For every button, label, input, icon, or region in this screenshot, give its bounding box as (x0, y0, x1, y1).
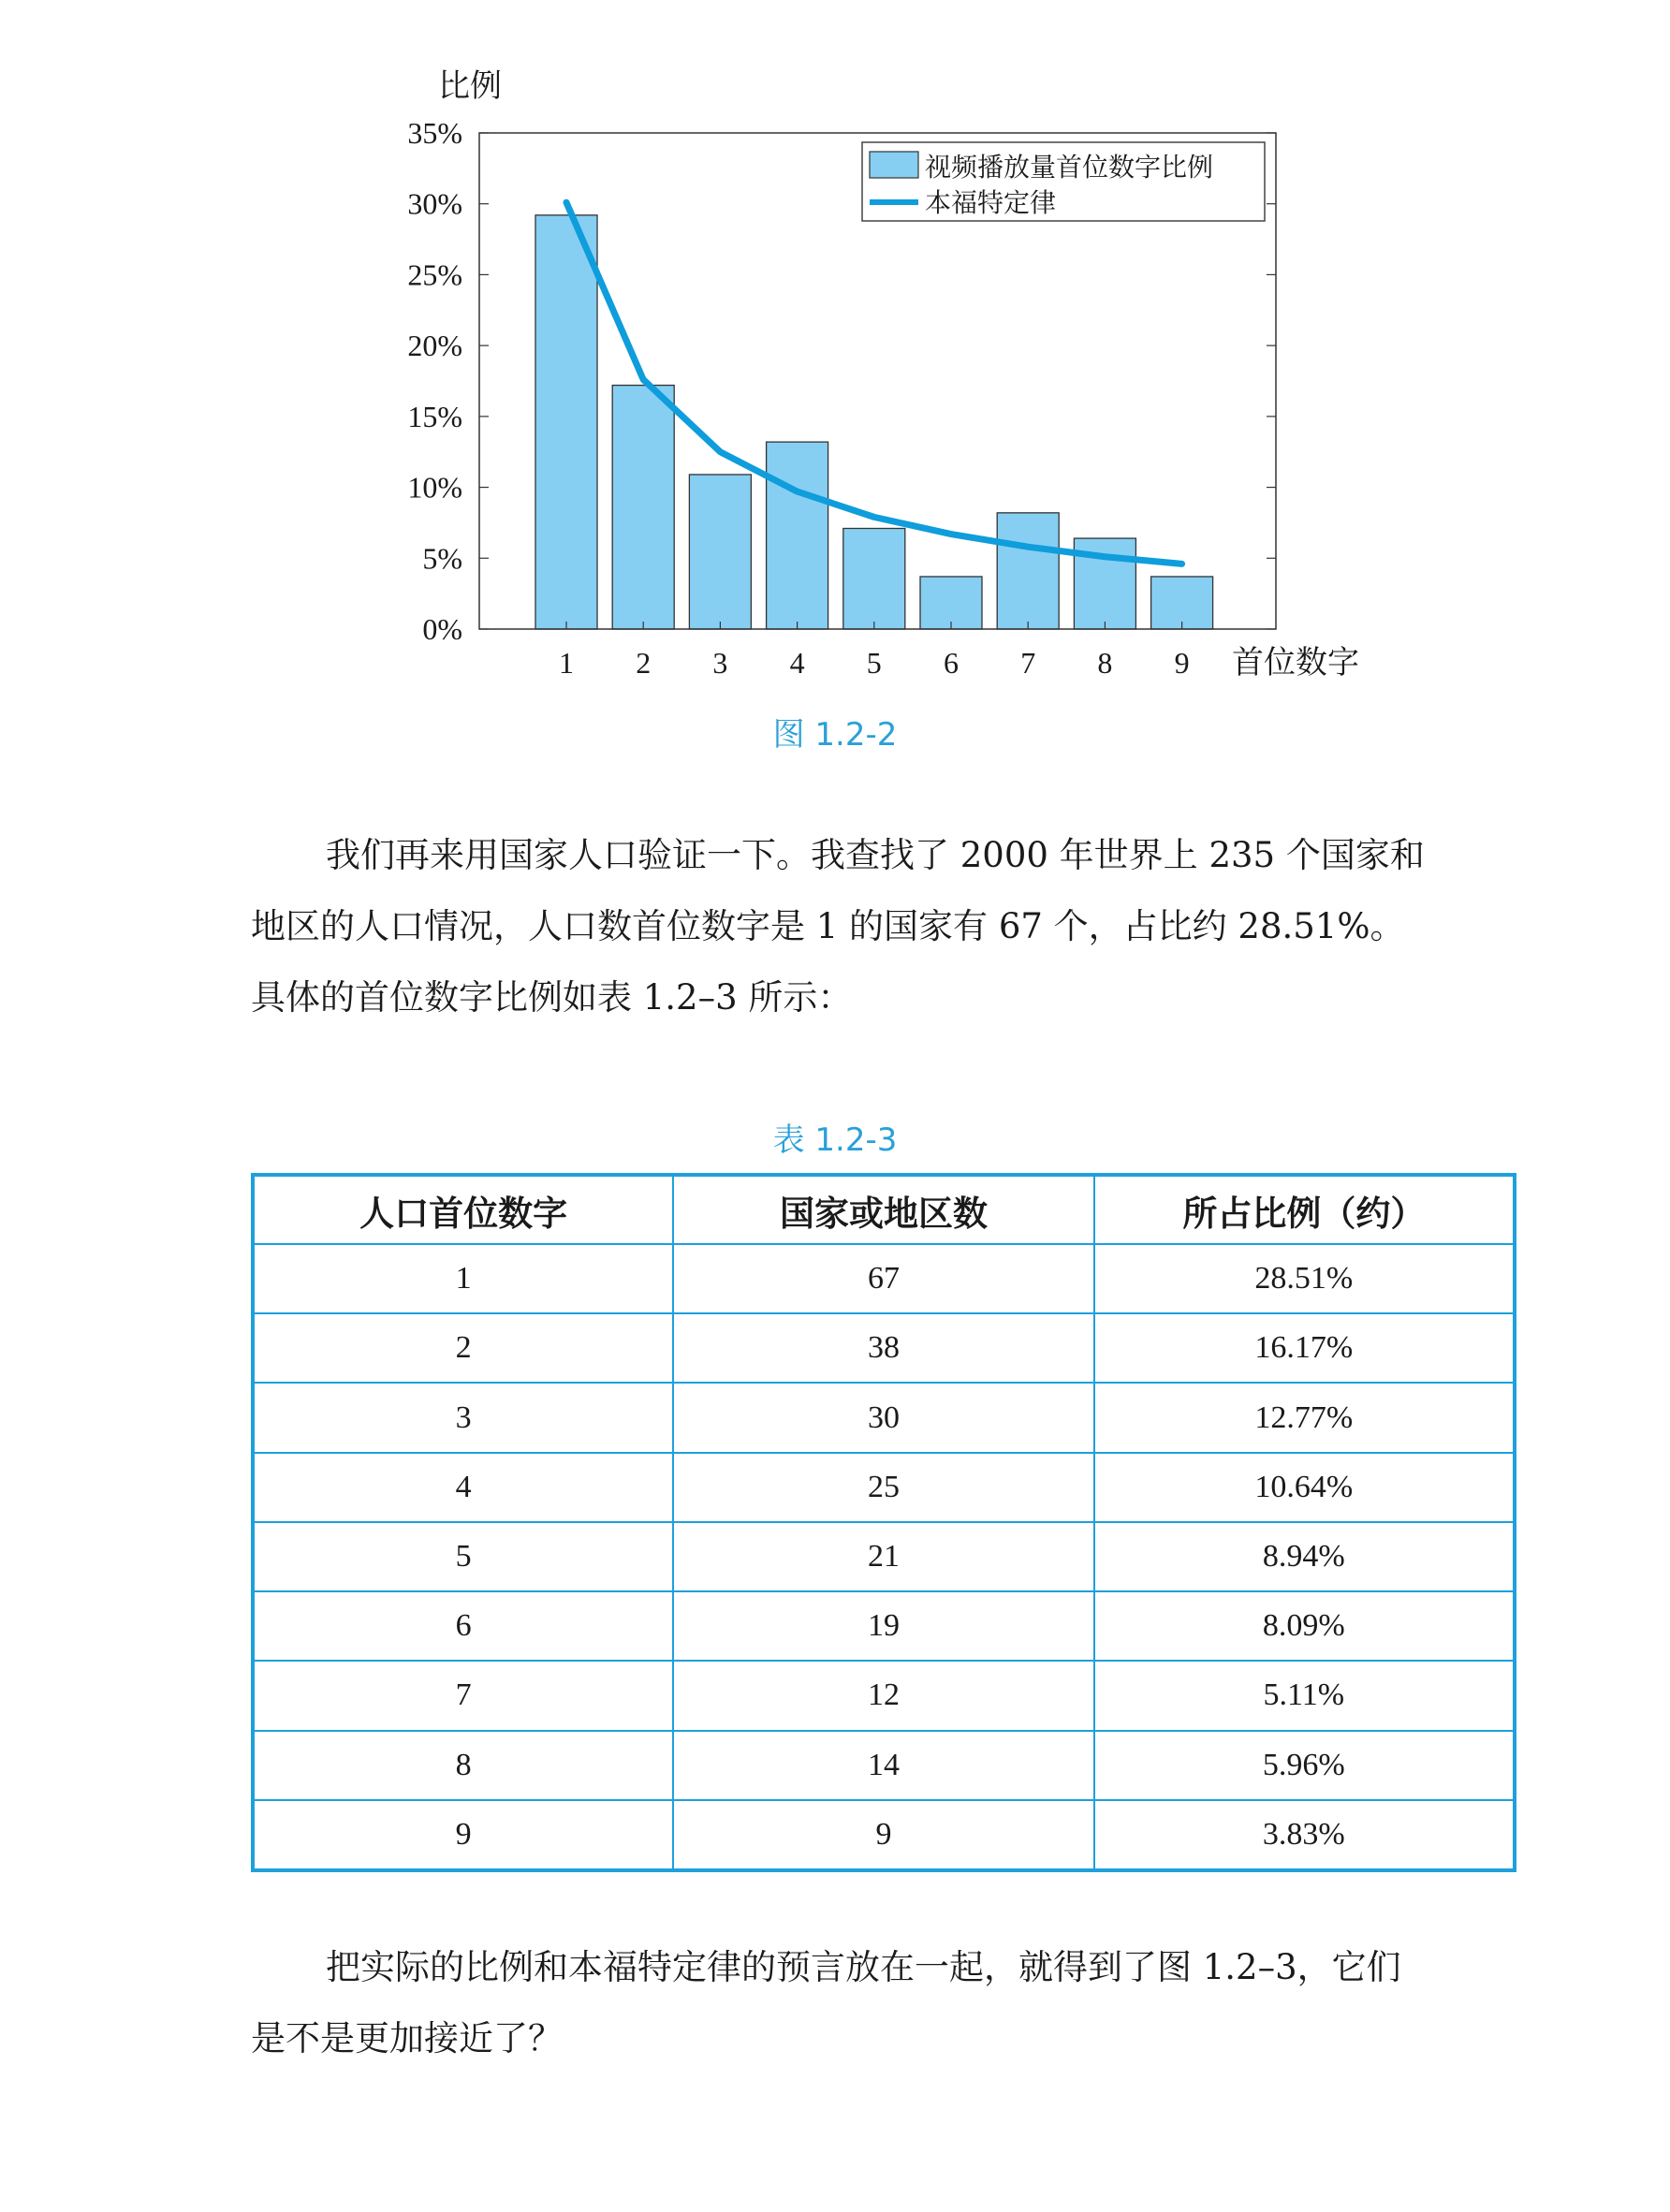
bar (689, 475, 751, 629)
table-cell: 67 (673, 1244, 1093, 1313)
table-row (253, 1731, 1515, 1800)
table-cell: 14 (673, 1731, 1093, 1800)
table-cell: 5.11% (1094, 1661, 1515, 1730)
x-tick-label: 4 (789, 646, 805, 680)
figure-caption: 图 1.2-2 (772, 716, 898, 754)
table-row (253, 1244, 1515, 1313)
table-row (253, 1522, 1515, 1591)
bar (535, 215, 597, 629)
bar (920, 577, 982, 629)
header-country-count: 国家或地区数 (673, 1175, 1093, 1244)
table-cell: 8.09% (1094, 1591, 1515, 1661)
bar (1151, 577, 1213, 629)
paragraph-1-line-1: 我们再来用国家人口验证一下。我查找了 2000 年世界上 235 个国家和 (326, 835, 1425, 875)
paragraph-1-line-2: 地区的人口情况，人口数首位数字是 1 的国家有 67 个，占比约 28.51%。 (251, 906, 1405, 946)
table-cell: 8.94% (1094, 1522, 1515, 1591)
paragraph-1 (251, 820, 1520, 1033)
y-tick-label: 5% (422, 541, 462, 576)
table-cell: 30 (673, 1383, 1093, 1452)
table-cell: 21 (673, 1522, 1093, 1591)
header-leading-digit: 人口首位数字 (253, 1175, 673, 1244)
table-row (253, 1383, 1515, 1452)
x-axis-label: 首位数字 (1232, 644, 1359, 681)
table-cell: 3.83% (1094, 1800, 1515, 1870)
table-cell: 25 (673, 1453, 1093, 1522)
table-cell: 10.64% (1094, 1453, 1515, 1522)
table-cell: 9 (673, 1800, 1093, 1870)
table-cell: 2 (253, 1313, 673, 1383)
legend-bar-swatch (870, 152, 918, 178)
y-tick-label: 0% (422, 612, 462, 646)
x-tick-label: 2 (636, 646, 652, 680)
table-cell: 5 (253, 1522, 673, 1591)
y-tick-label: 25% (407, 257, 462, 292)
bar (843, 528, 905, 629)
x-tick-label: 7 (1020, 646, 1036, 680)
table-cell: 16.17% (1094, 1313, 1515, 1383)
legend-line-label: 本福特定律 (925, 187, 1057, 218)
x-tick-label: 3 (712, 646, 728, 680)
paragraph-2 (251, 1932, 1520, 2074)
table-header-row (253, 1175, 1515, 1244)
x-tick-label: 5 (866, 646, 882, 680)
x-tick-label: 6 (944, 646, 959, 680)
table-row (253, 1591, 1515, 1661)
y-axis-label: 比例 (438, 67, 502, 105)
x-tick-label: 9 (1174, 646, 1190, 680)
bar (612, 386, 674, 629)
header-proportion: 所占比例（约） (1094, 1175, 1515, 1244)
x-tick-label: 1 (559, 646, 574, 680)
table-cell: 3 (253, 1383, 673, 1452)
table-row (253, 1800, 1515, 1870)
table-cell: 19 (673, 1591, 1093, 1661)
table-cell: 9 (253, 1800, 673, 1870)
data-table (251, 1173, 1516, 1872)
table-row (253, 1313, 1515, 1383)
table-cell: 4 (253, 1453, 673, 1522)
table-cell: 8 (253, 1731, 673, 1800)
y-tick-label: 20% (407, 329, 462, 363)
table-cell: 5.96% (1094, 1731, 1515, 1800)
table-cell: 7 (253, 1661, 673, 1730)
table-cell: 6 (253, 1591, 673, 1661)
table-row (253, 1453, 1515, 1522)
y-tick-label: 30% (407, 186, 462, 221)
table-caption: 表 1.2-3 (772, 1121, 898, 1159)
y-tick-label: 10% (407, 470, 462, 505)
table-cell: 38 (673, 1313, 1093, 1383)
legend-bar-label: 视频播放量首位数字比例 (925, 152, 1214, 183)
bar-line-chart (0, 0, 1670, 711)
table-row (253, 1661, 1515, 1730)
paragraph-2-line-2: 是不是更加接近了？ (251, 2018, 563, 2058)
x-tick-label: 8 (1097, 646, 1113, 680)
table-cell: 12 (673, 1661, 1093, 1730)
table-cell: 1 (253, 1244, 673, 1313)
bar (767, 442, 828, 629)
table-cell: 28.51% (1094, 1244, 1515, 1313)
y-tick-label: 35% (407, 116, 462, 150)
legend (862, 142, 1265, 221)
bar (997, 513, 1059, 629)
paragraph-2-line-1: 把实际的比例和本福特定律的预言放在一起，就得到了图 1.2–3，它们 (326, 1947, 1401, 1987)
paragraph-1-line-3: 具体的首位数字比例如表 1.2–3 所示： (251, 977, 853, 1018)
y-tick-label: 15% (407, 399, 462, 433)
table-cell: 12.77% (1094, 1383, 1515, 1452)
